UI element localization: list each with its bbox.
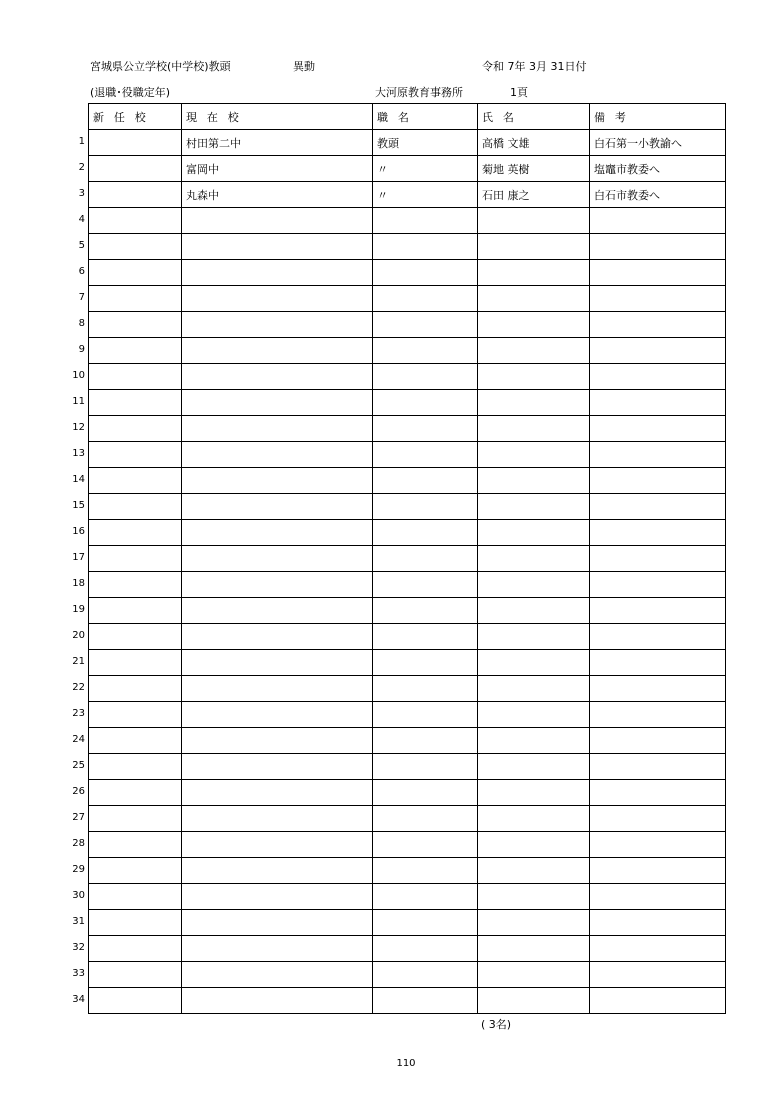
cell-name bbox=[478, 546, 590, 572]
cell-current-school bbox=[182, 338, 373, 364]
row-number: 26 bbox=[72, 786, 85, 797]
cell-new-school bbox=[72, 650, 182, 676]
table-row bbox=[89, 234, 726, 260]
cell-position bbox=[373, 962, 478, 988]
cell-position bbox=[373, 390, 478, 416]
cell-remarks bbox=[590, 650, 726, 676]
cell-position bbox=[373, 884, 478, 910]
table-row bbox=[89, 546, 726, 572]
cell-position bbox=[373, 624, 478, 650]
row-number: 21 bbox=[72, 656, 85, 667]
cell-new-school bbox=[72, 728, 182, 754]
cell-remarks bbox=[590, 520, 726, 546]
cell-position bbox=[373, 468, 478, 494]
table-row bbox=[89, 754, 726, 780]
table-body bbox=[72, 130, 726, 1014]
total-count: ( 3名) bbox=[481, 1018, 512, 1031]
cell-remarks bbox=[590, 832, 726, 858]
table-row bbox=[89, 130, 726, 156]
cell-new-school bbox=[72, 780, 182, 806]
cell-name bbox=[478, 988, 590, 1014]
table-row bbox=[89, 858, 726, 884]
cell-current-school bbox=[182, 598, 373, 624]
row-number: 25 bbox=[72, 760, 85, 771]
table-header-row bbox=[89, 104, 726, 130]
cell-position bbox=[373, 208, 478, 234]
cell-position bbox=[373, 858, 478, 884]
cell-new-school bbox=[72, 468, 182, 494]
cell-remarks: 白石第一小教諭へ bbox=[590, 130, 726, 156]
cell-remarks bbox=[590, 884, 726, 910]
cell-current-school bbox=[182, 858, 373, 884]
document-kind: 異動 bbox=[293, 60, 315, 73]
cell-current-school bbox=[182, 468, 373, 494]
column-header-new-school: 新任校 bbox=[89, 104, 182, 130]
table-row bbox=[89, 416, 726, 442]
document-subtitle: (退職･役職定年) bbox=[90, 86, 171, 99]
cell-name bbox=[478, 520, 590, 546]
cell-name bbox=[478, 338, 590, 364]
office-name: 大河原教育事務所 bbox=[375, 86, 463, 99]
cell-name bbox=[478, 286, 590, 312]
cell-new-school bbox=[78, 338, 182, 364]
cell-current-school bbox=[182, 286, 373, 312]
cell-remarks bbox=[590, 598, 726, 624]
cell-current-school bbox=[182, 676, 373, 702]
cell-position: 〃 bbox=[373, 156, 478, 182]
cell-name bbox=[478, 884, 590, 910]
cell-new-school bbox=[72, 962, 182, 988]
cell-current-school bbox=[182, 312, 373, 338]
cell-current-school: 村田第二中 bbox=[182, 130, 373, 156]
cell-position bbox=[373, 910, 478, 936]
row-number: 7 bbox=[78, 292, 85, 303]
table-row bbox=[89, 650, 726, 676]
cell-new-school bbox=[78, 156, 182, 182]
row-number: 20 bbox=[72, 630, 85, 641]
row-number: 15 bbox=[72, 500, 85, 511]
cell-name bbox=[478, 806, 590, 832]
row-number: 6 bbox=[78, 266, 85, 277]
cell-new-school bbox=[72, 832, 182, 858]
cell-position bbox=[373, 832, 478, 858]
cell-position bbox=[373, 780, 478, 806]
cell-new-school bbox=[72, 988, 182, 1014]
cell-current-school bbox=[182, 806, 373, 832]
cell-position bbox=[373, 338, 478, 364]
cell-name: 石田 康之 bbox=[478, 182, 590, 208]
cell-current-school bbox=[182, 494, 373, 520]
column-header-name: 氏名 bbox=[478, 104, 590, 130]
cell-remarks bbox=[590, 442, 726, 468]
cell-position bbox=[373, 598, 478, 624]
cell-name bbox=[478, 702, 590, 728]
row-number: 8 bbox=[78, 318, 85, 329]
cell-remarks bbox=[590, 286, 726, 312]
cell-position bbox=[373, 806, 478, 832]
cell-current-school bbox=[182, 988, 373, 1014]
row-number: 22 bbox=[72, 682, 85, 693]
cell-position: 教頭 bbox=[373, 130, 478, 156]
cell-remarks bbox=[590, 468, 726, 494]
cell-name bbox=[478, 572, 590, 598]
table-row bbox=[89, 936, 726, 962]
cell-new-school bbox=[72, 572, 182, 598]
cell-new-school bbox=[72, 494, 182, 520]
cell-new-school bbox=[72, 598, 182, 624]
row-number: 3 bbox=[78, 188, 85, 199]
cell-name bbox=[478, 624, 590, 650]
cell-current-school bbox=[182, 572, 373, 598]
table-row bbox=[89, 676, 726, 702]
cell-name bbox=[478, 260, 590, 286]
cell-new-school bbox=[72, 806, 182, 832]
table-row bbox=[89, 702, 726, 728]
row-number: 16 bbox=[72, 526, 85, 537]
table-row bbox=[89, 468, 726, 494]
cell-name bbox=[478, 910, 590, 936]
cell-name bbox=[478, 312, 590, 338]
cell-name bbox=[478, 962, 590, 988]
row-number: 19 bbox=[72, 604, 85, 615]
cell-remarks bbox=[590, 312, 726, 338]
cell-new-school bbox=[72, 754, 182, 780]
cell-position bbox=[373, 364, 478, 390]
cell-position bbox=[373, 702, 478, 728]
cell-name bbox=[478, 858, 590, 884]
row-number: 30 bbox=[72, 890, 85, 901]
row-number: 11 bbox=[72, 396, 85, 407]
cell-new-school bbox=[72, 364, 182, 390]
table-row bbox=[89, 156, 726, 182]
cell-name bbox=[478, 936, 590, 962]
cell-new-school bbox=[72, 416, 182, 442]
cell-remarks: 塩竈市教委へ bbox=[590, 156, 726, 182]
row-number: 24 bbox=[72, 734, 85, 745]
cell-remarks bbox=[590, 364, 726, 390]
row-number: 2 bbox=[78, 162, 85, 173]
cell-remarks bbox=[590, 572, 726, 598]
cell-new-school bbox=[72, 520, 182, 546]
cell-remarks bbox=[590, 234, 726, 260]
cell-remarks bbox=[590, 936, 726, 962]
cell-current-school bbox=[182, 728, 373, 754]
row-number: 32 bbox=[72, 942, 85, 953]
personnel-table bbox=[72, 103, 726, 1014]
table-row bbox=[89, 624, 726, 650]
table-row bbox=[89, 572, 726, 598]
cell-name bbox=[478, 780, 590, 806]
cell-current-school bbox=[182, 520, 373, 546]
cell-name bbox=[478, 754, 590, 780]
table-row bbox=[89, 988, 726, 1014]
cell-position bbox=[373, 988, 478, 1014]
cell-remarks bbox=[590, 390, 726, 416]
cell-new-school bbox=[72, 702, 182, 728]
table-row bbox=[89, 780, 726, 806]
cell-remarks bbox=[590, 338, 726, 364]
cell-new-school bbox=[72, 884, 182, 910]
row-number: 1 bbox=[78, 136, 85, 147]
table-row bbox=[89, 338, 726, 364]
row-number: 9 bbox=[78, 344, 85, 355]
cell-new-school bbox=[72, 936, 182, 962]
cell-remarks bbox=[590, 962, 726, 988]
cell-name bbox=[478, 416, 590, 442]
cell-new-school bbox=[78, 260, 182, 286]
cell-new-school bbox=[72, 858, 182, 884]
cell-new-school bbox=[78, 234, 182, 260]
row-number: 10 bbox=[72, 370, 85, 381]
row-number: 33 bbox=[72, 968, 85, 979]
cell-remarks bbox=[590, 624, 726, 650]
cell-position bbox=[373, 754, 478, 780]
cell-name: 高橋 文雄 bbox=[478, 130, 590, 156]
table-row bbox=[89, 598, 726, 624]
cell-position bbox=[373, 728, 478, 754]
row-number: 31 bbox=[72, 916, 85, 927]
document-title: 宮城県公立学校(中学校)教頭 bbox=[90, 60, 231, 73]
cell-name bbox=[478, 468, 590, 494]
table-row bbox=[89, 208, 726, 234]
cell-new-school bbox=[78, 208, 182, 234]
cell-remarks bbox=[590, 260, 726, 286]
table-row bbox=[89, 884, 726, 910]
cell-current-school bbox=[182, 260, 373, 286]
cell-name bbox=[478, 390, 590, 416]
cell-position bbox=[373, 936, 478, 962]
row-number: 18 bbox=[72, 578, 85, 589]
table-row bbox=[89, 364, 726, 390]
cell-new-school bbox=[72, 624, 182, 650]
cell-position bbox=[373, 260, 478, 286]
cell-current-school bbox=[182, 364, 373, 390]
cell-position bbox=[373, 676, 478, 702]
cell-remarks bbox=[590, 208, 726, 234]
cell-new-school bbox=[78, 130, 182, 156]
table-row bbox=[89, 806, 726, 832]
cell-remarks bbox=[590, 728, 726, 754]
table-row bbox=[89, 442, 726, 468]
table-row bbox=[89, 494, 726, 520]
cell-position bbox=[373, 494, 478, 520]
cell-new-school bbox=[78, 312, 182, 338]
cell-position bbox=[373, 546, 478, 572]
cell-remarks bbox=[590, 910, 726, 936]
row-number: 34 bbox=[72, 994, 85, 1005]
cell-name bbox=[478, 234, 590, 260]
cell-current-school bbox=[182, 884, 373, 910]
cell-current-school bbox=[182, 208, 373, 234]
row-number: 14 bbox=[72, 474, 85, 485]
cell-position bbox=[373, 234, 478, 260]
cell-name bbox=[478, 208, 590, 234]
cell-new-school bbox=[72, 910, 182, 936]
cell-remarks bbox=[590, 416, 726, 442]
cell-name bbox=[478, 364, 590, 390]
cell-name bbox=[478, 494, 590, 520]
cell-new-school bbox=[78, 286, 182, 312]
cell-name bbox=[478, 728, 590, 754]
sheet-page-number: 1頁 bbox=[510, 86, 528, 99]
cell-remarks bbox=[590, 780, 726, 806]
cell-new-school bbox=[72, 546, 182, 572]
row-number: 28 bbox=[72, 838, 85, 849]
row-number: 17 bbox=[72, 552, 85, 563]
row-number: 13 bbox=[72, 448, 85, 459]
table-row bbox=[89, 286, 726, 312]
cell-name: 菊地 英樹 bbox=[478, 156, 590, 182]
cell-new-school bbox=[78, 182, 182, 208]
cell-current-school bbox=[182, 780, 373, 806]
cell-current-school bbox=[182, 910, 373, 936]
cell-position bbox=[373, 442, 478, 468]
column-header-position: 職名 bbox=[373, 104, 478, 130]
column-header-current-school: 現在校 bbox=[182, 104, 373, 130]
cell-remarks bbox=[590, 702, 726, 728]
cell-position bbox=[373, 312, 478, 338]
cell-position bbox=[373, 572, 478, 598]
cell-new-school bbox=[72, 390, 182, 416]
cell-remarks: 白石市教委へ bbox=[590, 182, 726, 208]
cell-remarks bbox=[590, 546, 726, 572]
cell-name bbox=[478, 598, 590, 624]
cell-remarks bbox=[590, 806, 726, 832]
table-row bbox=[89, 312, 726, 338]
cell-current-school bbox=[182, 702, 373, 728]
cell-remarks bbox=[590, 988, 726, 1014]
cell-current-school bbox=[182, 832, 373, 858]
cell-current-school bbox=[182, 650, 373, 676]
cell-name bbox=[478, 676, 590, 702]
cell-current-school bbox=[182, 962, 373, 988]
cell-current-school bbox=[182, 390, 373, 416]
cell-name bbox=[478, 442, 590, 468]
cell-name bbox=[478, 832, 590, 858]
table-row bbox=[89, 728, 726, 754]
cell-position: 〃 bbox=[373, 182, 478, 208]
cell-current-school bbox=[182, 936, 373, 962]
table-row bbox=[89, 390, 726, 416]
row-number: 23 bbox=[72, 708, 85, 719]
cell-position bbox=[373, 650, 478, 676]
table-row bbox=[89, 182, 726, 208]
cell-current-school bbox=[182, 416, 373, 442]
cell-new-school bbox=[72, 676, 182, 702]
footer-page-number: 110 bbox=[396, 1058, 416, 1069]
cell-position bbox=[373, 520, 478, 546]
row-number: 27 bbox=[72, 812, 85, 823]
cell-current-school: 丸森中 bbox=[182, 182, 373, 208]
table-row bbox=[89, 962, 726, 988]
cell-current-school bbox=[182, 546, 373, 572]
cell-remarks bbox=[590, 754, 726, 780]
cell-current-school bbox=[182, 442, 373, 468]
cell-current-school bbox=[182, 234, 373, 260]
table-row bbox=[89, 520, 726, 546]
cell-position bbox=[373, 286, 478, 312]
cell-remarks bbox=[590, 858, 726, 884]
cell-current-school: 富岡中 bbox=[182, 156, 373, 182]
cell-name bbox=[478, 650, 590, 676]
cell-remarks bbox=[590, 494, 726, 520]
row-number: 12 bbox=[72, 422, 85, 433]
cell-position bbox=[373, 416, 478, 442]
cell-new-school bbox=[72, 442, 182, 468]
row-number: 5 bbox=[78, 240, 85, 251]
cell-remarks bbox=[590, 676, 726, 702]
column-header-remarks: 備考 bbox=[590, 104, 726, 130]
table-row bbox=[89, 910, 726, 936]
effective-date: 令和 7年 3月 31日付 bbox=[482, 60, 587, 73]
row-number: 4 bbox=[78, 214, 85, 225]
table-row bbox=[89, 832, 726, 858]
cell-current-school bbox=[182, 754, 373, 780]
table-row bbox=[89, 260, 726, 286]
cell-current-school bbox=[182, 624, 373, 650]
row-number: 29 bbox=[72, 864, 85, 875]
